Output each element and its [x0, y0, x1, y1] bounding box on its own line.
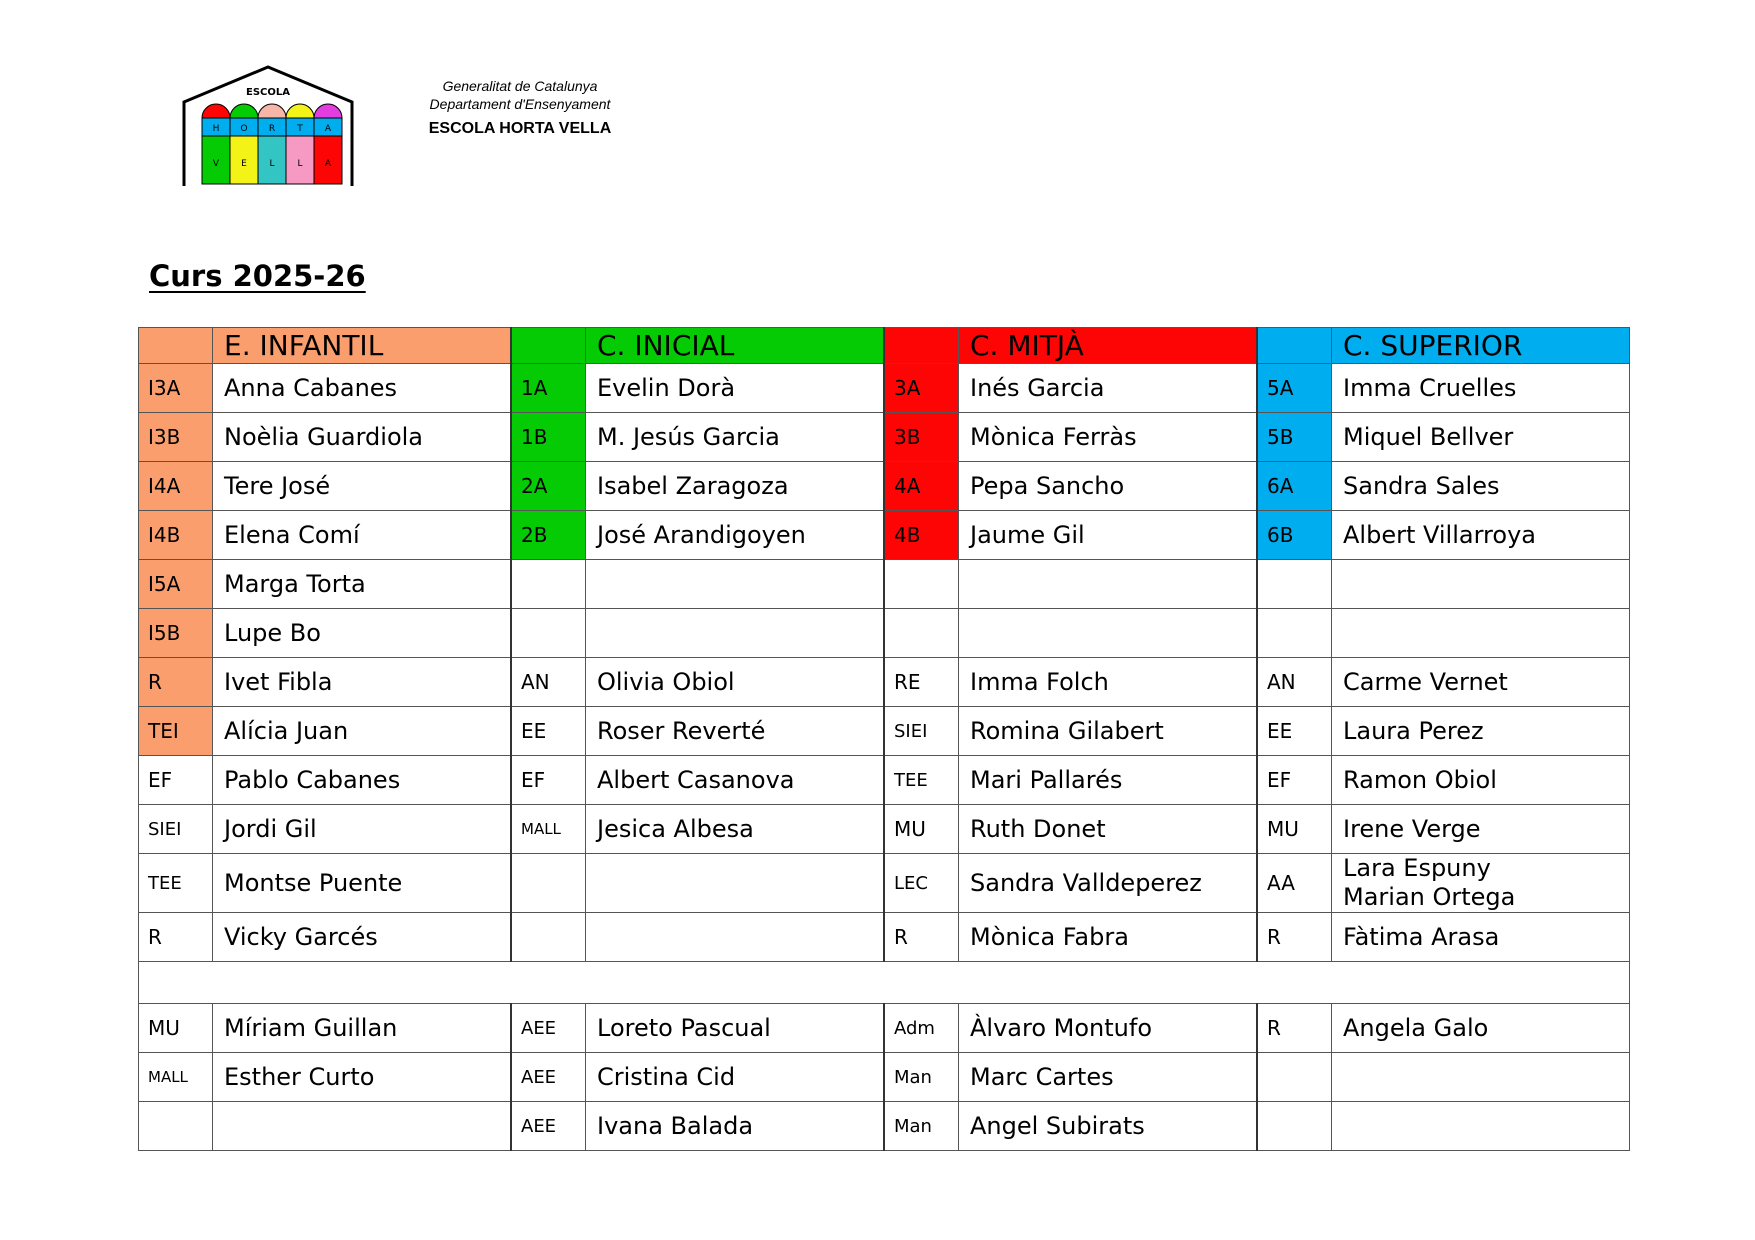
class-code: 5A — [1257, 364, 1332, 413]
class-code: 4B — [884, 511, 959, 560]
teacher-name: Pepa Sancho — [959, 462, 1258, 511]
teacher-name: Romina Gilabert — [959, 707, 1258, 756]
teacher-name: Angela Galo — [1332, 1004, 1630, 1053]
group-header-swatch — [511, 328, 586, 364]
class-code: I5A — [139, 560, 213, 609]
teacher-name — [1332, 560, 1630, 609]
class-code: R — [1257, 1004, 1332, 1053]
teacher-name — [1332, 854, 1630, 913]
teacher-name: Isabel Zaragoza — [586, 462, 885, 511]
class-code — [511, 609, 586, 658]
teacher-name: Sandra Sales — [1332, 462, 1630, 511]
teacher-name — [586, 913, 885, 962]
class-code: I3B — [139, 413, 213, 462]
logo-text: ESCOLA — [246, 87, 290, 98]
teacher-name: Carme Vernet — [1332, 658, 1630, 707]
staff-table — [138, 327, 1630, 1151]
class-code: R — [884, 913, 959, 962]
class-code: 1B — [511, 413, 586, 462]
class-code: R — [139, 913, 213, 962]
group-header: C. MITJÀ — [959, 328, 1258, 364]
teacher-name: Cristina Cid — [586, 1053, 885, 1102]
class-code: EF — [1257, 756, 1332, 805]
logo-letter: L — [269, 159, 275, 169]
teacher-name: Irene Verge — [1332, 805, 1630, 854]
teacher-name: Miquel Bellver — [1332, 413, 1630, 462]
logo-letter: T — [297, 124, 303, 134]
teacher-name: Vicky Garcés — [213, 913, 512, 962]
teacher-name: Marc Cartes — [959, 1053, 1258, 1102]
class-code: Adm — [884, 1004, 959, 1053]
teacher-name — [586, 560, 885, 609]
table-row — [139, 913, 1630, 962]
class-code: TEI — [139, 707, 213, 756]
government-line: Generalitat de Catalunya — [442, 78, 598, 94]
teacher-name: Esther Curto — [213, 1053, 512, 1102]
page-title: Curs 2025-26 — [149, 259, 366, 293]
table-row — [139, 805, 1630, 854]
class-code: 1A — [511, 364, 586, 413]
logo-letter: V — [212, 159, 220, 169]
teacher-name: Jesica Albesa — [586, 805, 885, 854]
logo-letter: A — [324, 159, 332, 169]
institution-header — [415, 77, 625, 138]
table-row — [139, 364, 1630, 413]
class-code: AN — [511, 658, 586, 707]
teacher-name — [1332, 1053, 1630, 1102]
class-code: EF — [139, 756, 213, 805]
teacher-name: Anna Cabanes — [213, 364, 512, 413]
teacher-name: Laura Perez — [1332, 707, 1630, 756]
teacher-name: Albert Villarroya — [1332, 511, 1630, 560]
teacher-name: Pablo Cabanes — [213, 756, 512, 805]
class-code: AEE — [511, 1004, 586, 1053]
class-code: AN — [1257, 658, 1332, 707]
table-row — [139, 1102, 1630, 1151]
teacher-name — [586, 609, 885, 658]
class-code — [1257, 560, 1332, 609]
class-code: AA — [1257, 854, 1332, 913]
logo-letter: H — [212, 124, 220, 134]
class-code — [1257, 609, 1332, 658]
table-row — [139, 756, 1630, 805]
class-code — [1257, 1053, 1332, 1102]
class-code: MU — [139, 1004, 213, 1053]
teacher-name: Míriam Guillan — [213, 1004, 512, 1053]
teacher-name: Olivia Obiol — [586, 658, 885, 707]
teacher-name: Mònica Ferràs — [959, 413, 1258, 462]
class-code: EE — [511, 707, 586, 756]
teacher-name: Albert Casanova — [586, 756, 885, 805]
class-code: R — [1257, 913, 1332, 962]
logo-letter: R — [268, 124, 276, 134]
class-code: Man — [884, 1053, 959, 1102]
teacher-name: Jaume Gil — [959, 511, 1258, 560]
class-code: 2A — [511, 462, 586, 511]
department-line: Departament d'Ensenyament — [429, 96, 611, 112]
teacher-name: Inés Garcia — [959, 364, 1258, 413]
table-row — [139, 560, 1630, 609]
class-code: I5B — [139, 609, 213, 658]
group-header-swatch — [139, 328, 213, 364]
teacher-name: Imma Cruelles — [1332, 364, 1630, 413]
class-code: 2B — [511, 511, 586, 560]
table-row — [139, 1053, 1630, 1102]
teacher-name: Fàtima Arasa — [1332, 913, 1630, 962]
teacher-name: Àlvaro Montufo — [959, 1004, 1258, 1053]
class-code: 4A — [884, 462, 959, 511]
class-code: LEC — [884, 854, 959, 913]
logo-letter: A — [324, 124, 332, 134]
teacher-name-line: Marian Ortega — [1343, 883, 1516, 911]
class-code: SIEI — [139, 805, 213, 854]
teacher-name: Mònica Fabra — [959, 913, 1258, 962]
class-code — [1257, 1102, 1332, 1151]
class-code: 5B — [1257, 413, 1332, 462]
class-code: AEE — [511, 1102, 586, 1151]
class-code: AEE — [511, 1053, 586, 1102]
teacher-name: Alícia Juan — [213, 707, 512, 756]
class-code — [884, 560, 959, 609]
teacher-name: Noèlia Guardiola — [213, 413, 512, 462]
teacher-name: Montse Puente — [213, 854, 512, 913]
teacher-name: Elena Comí — [213, 511, 512, 560]
class-code — [511, 913, 586, 962]
table-row — [139, 413, 1630, 462]
teacher-name: Ivet Fibla — [213, 658, 512, 707]
teacher-name: Roser Reverté — [586, 707, 885, 756]
class-code: EF — [511, 756, 586, 805]
class-code: MALL — [511, 805, 586, 854]
teacher-name: Ramon Obiol — [1332, 756, 1630, 805]
teacher-name: Mari Pallarés — [959, 756, 1258, 805]
logo-letter: L — [297, 159, 303, 169]
group-header: C. INICIAL — [586, 328, 885, 364]
class-code — [511, 854, 586, 913]
teacher-name: Ruth Donet — [959, 805, 1258, 854]
group-header: E. INFANTIL — [213, 328, 512, 364]
spacer-cell — [139, 962, 1630, 1004]
class-code: I3A — [139, 364, 213, 413]
class-code: I4B — [139, 511, 213, 560]
table-row — [139, 1004, 1630, 1053]
teacher-name: Jordi Gil — [213, 805, 512, 854]
class-code: I4A — [139, 462, 213, 511]
class-code: R — [139, 658, 213, 707]
class-code: RE — [884, 658, 959, 707]
group-header-swatch — [1257, 328, 1332, 364]
teacher-name: Sandra Valldeperez — [959, 854, 1258, 913]
table-row — [139, 609, 1630, 658]
group-header: C. SUPERIOR — [1332, 328, 1630, 364]
teacher-name — [959, 609, 1258, 658]
class-code: MALL — [139, 1053, 213, 1102]
teacher-name — [586, 854, 885, 913]
class-code: 3B — [884, 413, 959, 462]
table-row — [139, 511, 1630, 560]
class-code: TEE — [884, 756, 959, 805]
group-header-swatch — [884, 328, 959, 364]
teacher-name — [1332, 1102, 1630, 1151]
class-code: 6A — [1257, 462, 1332, 511]
class-code: MU — [1257, 805, 1332, 854]
header-row — [139, 328, 1630, 364]
table-row — [139, 658, 1630, 707]
class-code: EE — [1257, 707, 1332, 756]
teacher-name — [1332, 609, 1630, 658]
table-row — [139, 854, 1630, 913]
class-code: Man — [884, 1102, 959, 1151]
teacher-name: Tere José — [213, 462, 512, 511]
class-code: MU — [884, 805, 959, 854]
teacher-name: Lupe Bo — [213, 609, 512, 658]
class-code: TEE — [139, 854, 213, 913]
table-row — [139, 707, 1630, 756]
spacer-row — [139, 962, 1630, 1004]
teacher-name: Angel Subirats — [959, 1102, 1258, 1151]
teacher-name: Marga Torta — [213, 560, 512, 609]
teacher-name: Evelin Dorà — [586, 364, 885, 413]
class-code: 3A — [884, 364, 959, 413]
teacher-name — [213, 1102, 512, 1151]
teacher-name: José Arandigoyen — [586, 511, 885, 560]
class-code: SIEI — [884, 707, 959, 756]
teacher-name: M. Jesús Garcia — [586, 413, 885, 462]
teacher-name: Loreto Pascual — [586, 1004, 885, 1053]
class-code — [884, 609, 959, 658]
table-row — [139, 462, 1630, 511]
logo-letter: O — [240, 124, 248, 134]
class-code: 6B — [1257, 511, 1332, 560]
school-logo — [180, 64, 360, 192]
class-code — [511, 560, 586, 609]
teacher-name-line: Lara Espuny — [1343, 854, 1491, 882]
class-code — [139, 1102, 213, 1151]
teacher-name: Imma Folch — [959, 658, 1258, 707]
school-name: ESCOLA HORTA VELLA — [428, 120, 612, 137]
teacher-name: Ivana Balada — [586, 1102, 885, 1151]
logo-letter: E — [241, 159, 247, 169]
teacher-name — [959, 560, 1258, 609]
